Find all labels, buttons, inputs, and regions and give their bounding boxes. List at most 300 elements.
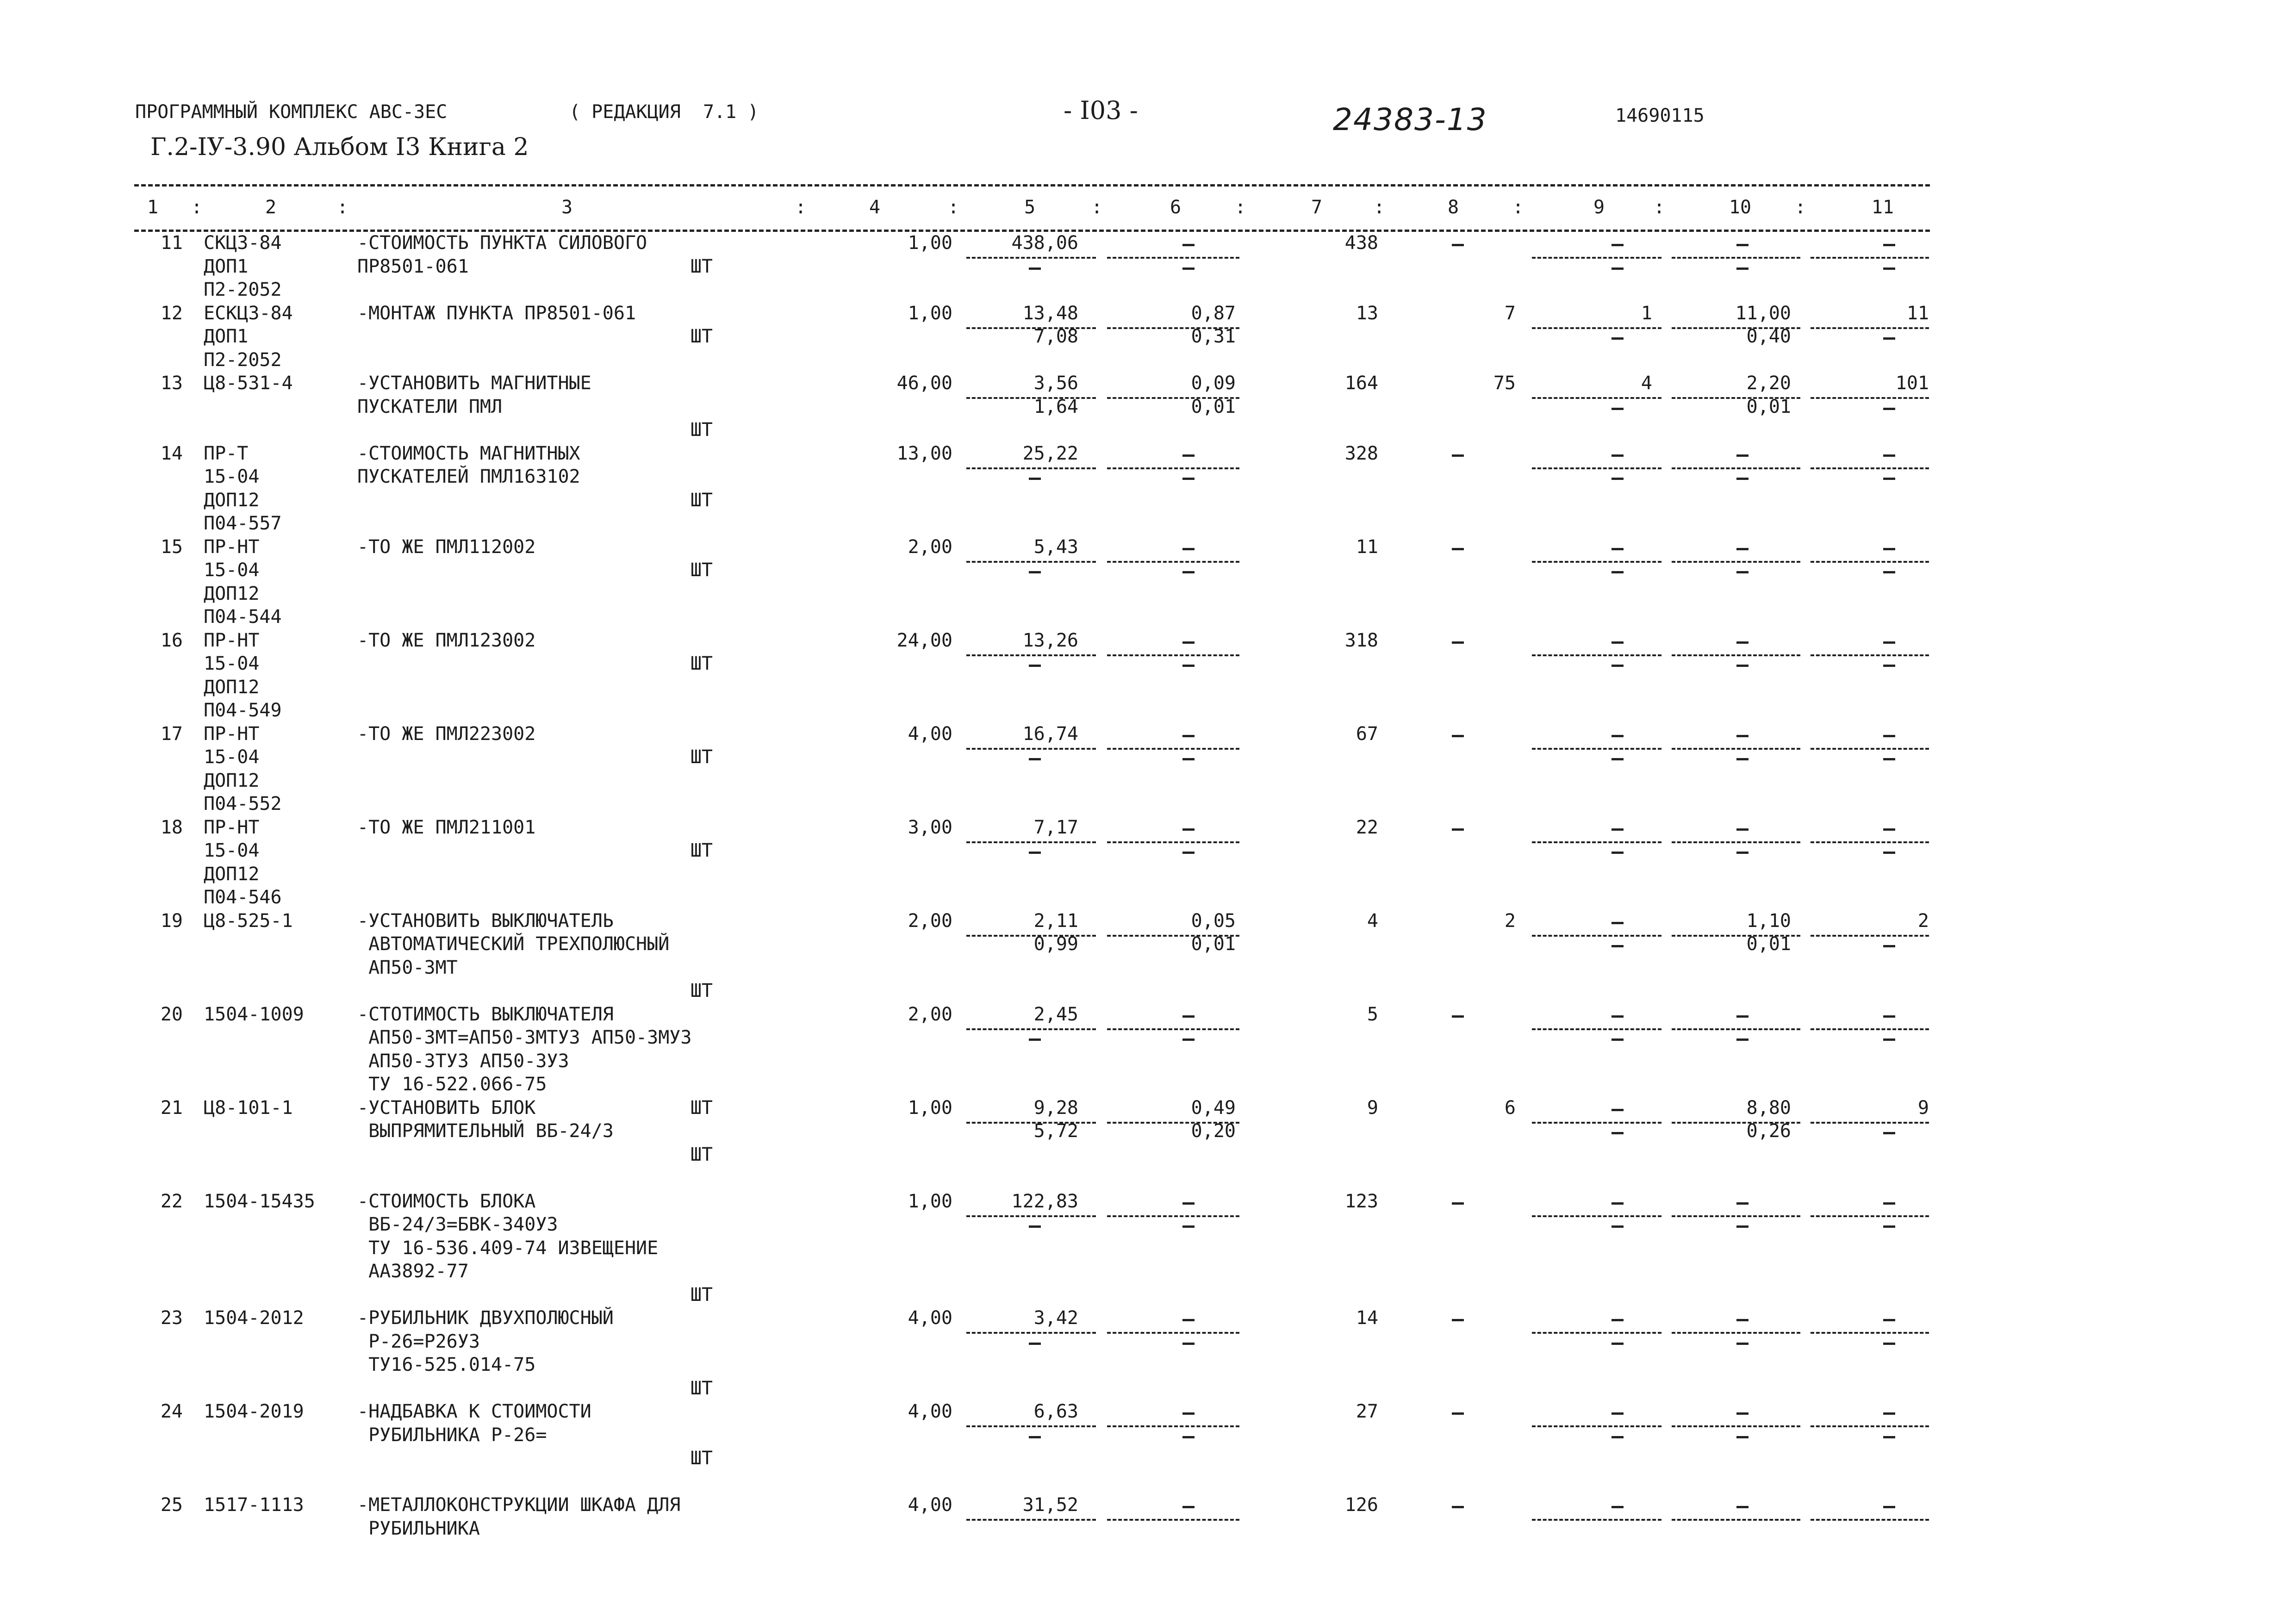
row-12-c11: 11	[1906, 302, 1929, 324]
row-23-c11b-dash	[1883, 1343, 1895, 1345]
row-14-sep-c5	[966, 467, 1096, 469]
row-21-code-0: Ц8-101-1	[204, 1097, 293, 1119]
row-25-sep-c6	[1107, 1519, 1239, 1521]
row-18-desc-0: -ТО ЖЕ ПМЛ211001	[357, 816, 536, 838]
row-18-c11b-dash	[1883, 852, 1895, 854]
row-14-sep-c9	[1532, 467, 1661, 469]
row-15-code-2: ДОП12	[204, 583, 260, 604]
row-25-c11-dash	[1883, 1506, 1895, 1508]
row-25-c9-dash	[1612, 1506, 1624, 1508]
row-24-sep-c11	[1811, 1425, 1929, 1427]
row-16-code-0: ПР-НТ	[204, 629, 260, 651]
row-21-c6b: 0,20	[1191, 1120, 1236, 1142]
row-12-c8: 7	[1504, 302, 1516, 324]
row-24-sep-c10	[1672, 1425, 1800, 1427]
column-header-11: 11	[1871, 197, 1894, 218]
row-16-c5: 13,26	[1022, 629, 1078, 651]
row-13-c9: 4	[1641, 373, 1652, 394]
row-18-code-2: ДОП12	[204, 863, 260, 885]
row-19-c9-dash	[1612, 922, 1624, 924]
row-21-c9-dash	[1612, 1109, 1624, 1111]
row-13-c4: 46,00	[896, 373, 952, 394]
row-22-c9-dash	[1612, 1202, 1624, 1205]
row-11-sep-c6	[1107, 257, 1239, 259]
row-22-sep-c5	[966, 1215, 1096, 1217]
row-20-sep-c10	[1672, 1028, 1800, 1030]
column-header-7: 7	[1311, 197, 1323, 218]
row-23-c5: 3,42	[1033, 1307, 1078, 1329]
row-25-code-0: 1517-1113	[204, 1494, 304, 1516]
row-20-sep-c5	[966, 1028, 1096, 1030]
row-12-c6: 0,87	[1191, 302, 1236, 324]
row-19-c10: 1,10	[1746, 910, 1791, 932]
row-11-sep-c10	[1672, 257, 1800, 259]
row-18-code-3: П04-546	[204, 887, 282, 908]
row-17-sep-c6	[1107, 748, 1239, 750]
row-20-c9-dash	[1612, 1015, 1624, 1018]
row-11-c8-dash	[1452, 244, 1464, 246]
row-16-unit: ШТ	[690, 653, 713, 674]
row-20-sep-c11	[1811, 1028, 1929, 1030]
row-23-c6-dash	[1182, 1319, 1195, 1321]
row-22-sep-c10	[1672, 1215, 1800, 1217]
row-14-id: 14	[160, 442, 183, 464]
row-17-code-1: 15-04	[204, 746, 260, 768]
row-16-c10b-dash	[1736, 665, 1748, 667]
row-19-desc-2: АП50-3МТ	[357, 957, 458, 978]
row-15-c7: 11	[1356, 536, 1378, 558]
row-11-desc-1: ПР8501-061	[357, 255, 469, 277]
row-18-code-1: 15-04	[204, 840, 260, 861]
row-13-c11b-dash	[1883, 408, 1895, 410]
edition-label: ( РЕДАКЦИЯ 7.1 )	[569, 101, 759, 123]
row-13-code-0: Ц8-531-4	[204, 373, 293, 394]
row-17-c11-dash	[1883, 735, 1895, 737]
row-18-code-0: ПР-НТ	[204, 816, 260, 838]
row-23-sep-c6	[1107, 1332, 1239, 1334]
row-23-c4: 4,00	[908, 1307, 952, 1329]
row-17-sep-c5	[966, 748, 1096, 750]
row-20-desc-0: -СТОТИМОСТЬ ВЫКЛЮЧАТЕЛЯ	[357, 1003, 614, 1025]
row-13-sep-c9	[1532, 397, 1661, 399]
row-18-id: 18	[160, 816, 183, 838]
row-19-c9b-dash	[1612, 945, 1624, 947]
row-18-sep-c5	[966, 841, 1096, 843]
row-24-c6b-dash	[1182, 1436, 1195, 1438]
row-16-c10-dash	[1736, 641, 1748, 644]
row-17-id: 17	[160, 723, 183, 745]
row-19-desc-0: -УСТАНОВИТЬ ВЫКЛЮЧАТЕЛЬ	[357, 910, 614, 932]
row-12-c6b: 0,31	[1191, 326, 1236, 347]
row-19-sep-c9	[1532, 935, 1661, 937]
row-25-sep-c10	[1672, 1519, 1800, 1521]
row-11-c5: 438,06	[1011, 232, 1078, 254]
row-23-desc-0: -РУБИЛЬНИК ДВУХПОЛЮСНЫЙ	[357, 1307, 614, 1329]
row-16-c8-dash	[1452, 641, 1464, 644]
row-19-id: 19	[160, 910, 183, 932]
row-23-c9-dash	[1612, 1319, 1624, 1321]
row-11-code-1: ДОП1	[204, 255, 249, 277]
row-11-code-0: СКЦ3-84	[204, 232, 282, 254]
row-23-c8-dash	[1452, 1319, 1464, 1321]
row-18-sep-c9	[1532, 841, 1661, 843]
row-12-id: 12	[160, 302, 183, 324]
column-separator-7: :	[1373, 197, 1385, 218]
row-22-c8-dash	[1452, 1202, 1464, 1205]
row-16-c11b-dash	[1883, 665, 1895, 667]
row-15-code-3: П04-544	[204, 606, 282, 628]
row-19-sep-c11	[1811, 935, 1929, 937]
row-20-desc-1: АП50-3МТ=АП50-3МТУ3 АП50-3МУ3	[357, 1027, 692, 1048]
row-17-c10b-dash	[1736, 758, 1748, 760]
row-14-sep-c10	[1672, 467, 1800, 469]
row-16-c9b-dash	[1612, 665, 1624, 667]
row-15-unit: ШТ	[690, 560, 713, 581]
row-17-c9-dash	[1612, 735, 1624, 737]
row-23-c6b-dash	[1182, 1343, 1195, 1345]
row-15-c10b-dash	[1736, 571, 1748, 573]
row-23-unit: ШТ	[690, 1377, 713, 1399]
row-22-c5b-dash	[1029, 1225, 1041, 1228]
row-13-c6: 0,09	[1191, 373, 1236, 394]
row-12-code-1: ДОП1	[204, 326, 249, 347]
row-17-c8-dash	[1452, 735, 1464, 737]
row-24-unit: ШТ	[690, 1448, 713, 1469]
row-12-sep-c9	[1532, 327, 1661, 329]
row-18-c6b-dash	[1182, 852, 1195, 854]
row-13-id: 13	[160, 373, 183, 394]
row-22-c6b-dash	[1182, 1225, 1195, 1228]
row-24-c5: 6,63	[1033, 1401, 1078, 1422]
row-20-sep-c9	[1532, 1028, 1661, 1030]
row-13-c5b: 1,64	[1033, 396, 1078, 417]
row-14-unit: ШТ	[690, 489, 713, 511]
row-11-sep-c5	[966, 257, 1096, 259]
column-separator-9: :	[1653, 197, 1665, 218]
row-21-c11b-dash	[1883, 1132, 1895, 1134]
row-18-sep-c10	[1672, 841, 1800, 843]
row-15-code-0: ПР-НТ	[204, 536, 260, 558]
row-21-c4: 1,00	[908, 1097, 952, 1119]
row-19-desc-1: АВТОМАТИЧЕСКИЙ ТРЕХПОЛЮСНЫЙ	[357, 933, 670, 955]
row-23-sep-c10	[1672, 1332, 1800, 1334]
row-20-desc-2: АП50-3ТУ3 АП50-3У3	[357, 1050, 569, 1072]
row-14-desc-1: ПУСКАТЕЛЕЙ ПМЛ163102	[357, 466, 580, 487]
row-12-c9b-dash	[1612, 337, 1624, 340]
row-24-c8-dash	[1452, 1412, 1464, 1415]
column-separator-2: :	[336, 197, 348, 218]
row-24-code-0: 1504-2019	[204, 1401, 304, 1422]
row-21-sep-c11	[1811, 1122, 1929, 1124]
row-21-c5: 9,28	[1033, 1097, 1078, 1119]
row-18-c6-dash	[1182, 828, 1195, 831]
row-20-c5: 2,45	[1033, 1003, 1078, 1025]
row-14-sep-c11	[1811, 467, 1929, 469]
column-separator-1: :	[191, 197, 203, 218]
column-header-4: 4	[869, 197, 881, 218]
row-24-c7: 27	[1356, 1401, 1378, 1422]
row-22-c6-dash	[1182, 1202, 1195, 1205]
row-17-c10-dash	[1736, 735, 1748, 737]
row-18-c8-dash	[1452, 828, 1464, 831]
page-number: - I03 -	[1064, 96, 1138, 125]
row-14-c5b-dash	[1029, 478, 1041, 480]
row-22-sep-c6	[1107, 1215, 1239, 1217]
row-13-c7: 164	[1344, 373, 1378, 394]
row-11-c11-dash	[1883, 244, 1895, 246]
row-15-c10-dash	[1736, 548, 1748, 550]
column-header-1: 1	[147, 197, 159, 218]
row-14-sep-c6	[1107, 467, 1239, 469]
row-19-code-0: Ц8-525-1	[204, 910, 293, 932]
row-19-c6b: 0,01	[1191, 933, 1236, 955]
row-24-c5b-dash	[1029, 1436, 1041, 1438]
row-17-code-3: П04-552	[204, 793, 282, 815]
row-25-sep-c11	[1811, 1519, 1929, 1521]
row-14-c9-dash	[1612, 454, 1624, 457]
row-13-unit: ШТ	[690, 419, 713, 441]
row-14-c10-dash	[1736, 454, 1748, 457]
row-16-sep-c9	[1532, 654, 1661, 656]
row-14-c9b-dash	[1612, 478, 1624, 480]
row-11-unit: ШТ	[690, 255, 713, 277]
row-19-c5: 2,11	[1033, 910, 1078, 932]
row-15-c11-dash	[1883, 548, 1895, 550]
row-24-c9b-dash	[1612, 1436, 1624, 1438]
row-20-c10b-dash	[1736, 1038, 1748, 1041]
row-16-c4: 24,00	[896, 629, 952, 651]
row-21-unit: ШТ	[690, 1144, 713, 1165]
row-18-c10b-dash	[1736, 852, 1748, 854]
row-14-desc-0: -СТОИМОСТЬ МАГНИТНЫХ	[357, 442, 580, 464]
column-header-3: 3	[561, 197, 573, 218]
row-13-c10: 2,20	[1746, 373, 1791, 394]
column-separator-6: :	[1234, 197, 1246, 218]
row-18-c9-dash	[1612, 828, 1624, 831]
row-17-c7: 67	[1356, 723, 1378, 745]
column-header-10: 10	[1729, 197, 1752, 218]
row-11-c9-dash	[1612, 244, 1624, 246]
row-17-code-0: ПР-НТ	[204, 723, 260, 745]
row-18-c7: 22	[1356, 816, 1378, 838]
row-17-c9b-dash	[1612, 758, 1624, 760]
row-21-c8: 6	[1504, 1097, 1516, 1119]
row-14-c7: 328	[1344, 442, 1378, 464]
row-21-c6: 0,49	[1191, 1097, 1236, 1119]
row-17-c5b-dash	[1029, 758, 1041, 760]
column-header-8: 8	[1447, 197, 1459, 218]
row-11-c6b-dash	[1182, 267, 1195, 270]
row-12-c4: 1,00	[908, 302, 952, 324]
row-19-unit: ШТ	[690, 980, 713, 1001]
row-15-sep-c10	[1672, 561, 1800, 563]
row-18-c9b-dash	[1612, 852, 1624, 854]
row-17-c11b-dash	[1883, 758, 1895, 760]
row-25-c4: 4,00	[908, 1494, 952, 1516]
row-11-sep-c11	[1811, 257, 1929, 259]
doc-number: 14690115	[1615, 105, 1705, 126]
row-13-c9b-dash	[1612, 408, 1624, 410]
row-17-sep-c10	[1672, 748, 1800, 750]
row-11-c10-dash	[1736, 244, 1748, 246]
row-14-c6-dash	[1182, 454, 1195, 457]
row-23-desc-1: Р-26=Р26У3	[357, 1331, 480, 1352]
row-14-c11-dash	[1883, 454, 1895, 457]
row-14-code-0: ПР-Т	[204, 442, 249, 464]
column-header-6: 6	[1170, 197, 1182, 218]
row-21-sep-c9	[1532, 1122, 1661, 1124]
row-17-desc-0: -ТО ЖЕ ПМЛ223002	[357, 723, 536, 745]
row-22-c11b-dash	[1883, 1225, 1895, 1228]
row-22-sep-c9	[1532, 1215, 1661, 1217]
row-11-sep-c9	[1532, 257, 1661, 259]
row-15-id: 15	[160, 536, 183, 558]
row-11-c10b-dash	[1736, 267, 1748, 270]
row-14-code-2: ДОП12	[204, 489, 260, 511]
row-24-c10-dash	[1736, 1412, 1748, 1415]
row-16-c6b-dash	[1182, 665, 1195, 667]
row-15-c9b-dash	[1612, 571, 1624, 573]
row-20-c4: 2,00	[908, 1003, 952, 1025]
row-22-desc-1: ВБ-24/3=БВК-340У3	[357, 1214, 558, 1235]
row-14-c6b-dash	[1182, 478, 1195, 480]
row-14-code-3: П04-557	[204, 513, 282, 534]
row-13-c8: 75	[1493, 373, 1516, 394]
row-23-id: 23	[160, 1307, 183, 1329]
row-24-sep-c9	[1532, 1425, 1661, 1427]
column-separator-10: :	[1794, 197, 1806, 218]
row-12-unit: ШТ	[690, 326, 713, 347]
row-22-unit: ШТ	[690, 1284, 713, 1306]
row-20-unit: ШТ	[690, 1097, 713, 1119]
row-15-sep-c11	[1811, 561, 1929, 563]
row-24-desc-1: РУБИЛЬНИКА Р-26=	[357, 1424, 547, 1446]
row-18-sep-c6	[1107, 841, 1239, 843]
column-header-5: 5	[1024, 197, 1036, 218]
row-11-c11b-dash	[1883, 267, 1895, 270]
row-12-c11b-dash	[1883, 337, 1895, 340]
row-16-sep-c6	[1107, 654, 1239, 656]
row-19-c7: 4	[1367, 910, 1378, 932]
row-21-c11: 9	[1917, 1097, 1929, 1119]
row-20-c10-dash	[1736, 1015, 1748, 1018]
row-14-c8-dash	[1452, 454, 1464, 457]
row-11-id: 11	[160, 232, 183, 254]
row-19-c6: 0,05	[1191, 910, 1236, 932]
row-20-c6b-dash	[1182, 1038, 1195, 1041]
row-19-c11: 2	[1917, 910, 1929, 932]
row-22-id: 22	[160, 1190, 183, 1212]
row-11-code-2: П2-2052	[204, 279, 282, 300]
row-18-c11-dash	[1883, 828, 1895, 831]
row-25-sep-c9	[1532, 1519, 1661, 1521]
row-25-desc-0: -МЕТАЛЛОКОНСТРУКЦИИ ШКАФА ДЛЯ	[357, 1494, 681, 1516]
row-21-c5b: 5,72	[1033, 1120, 1078, 1142]
row-19-c11b-dash	[1883, 945, 1895, 947]
row-12-c10b: 0,40	[1746, 326, 1791, 347]
row-24-c6-dash	[1182, 1412, 1195, 1415]
row-22-c5: 122,83	[1011, 1190, 1078, 1212]
row-16-id: 16	[160, 629, 183, 651]
row-22-desc-0: -СТОИМОСТЬ БЛОКА	[357, 1190, 536, 1212]
row-23-c9b-dash	[1612, 1343, 1624, 1345]
row-24-desc-0: -НАДБАВКА К СТОИМОСТИ	[357, 1401, 591, 1422]
row-14-code-1: 15-04	[204, 466, 260, 487]
row-24-c9-dash	[1612, 1412, 1624, 1415]
row-18-c4: 3,00	[908, 816, 952, 838]
row-16-c11-dash	[1883, 641, 1895, 644]
row-21-c7: 9	[1367, 1097, 1378, 1119]
row-20-sep-c6	[1107, 1028, 1239, 1030]
row-22-c10-dash	[1736, 1202, 1748, 1205]
row-21-desc-0: -УСТАНОВИТЬ БЛОК	[357, 1097, 536, 1119]
row-22-sep-c11	[1811, 1215, 1929, 1217]
row-12-c10: 11,00	[1735, 302, 1791, 324]
row-12-c7: 13	[1356, 302, 1378, 324]
row-15-c11b-dash	[1883, 571, 1895, 573]
row-23-code-0: 1504-2012	[204, 1307, 304, 1329]
row-11-c6-dash	[1182, 244, 1195, 246]
row-15-c4: 2,00	[908, 536, 952, 558]
column-separator-4: :	[947, 197, 959, 218]
row-13-c5: 3,56	[1033, 373, 1078, 394]
row-11-c9b-dash	[1612, 267, 1624, 270]
row-23-sep-c11	[1811, 1332, 1929, 1334]
row-11-desc-0: -СТОИМОСТЬ ПУНКТА СИЛОВОГО	[357, 232, 647, 254]
row-18-c5: 7,17	[1033, 816, 1078, 838]
row-19-c10b: 0,01	[1746, 933, 1791, 955]
row-25-c6-dash	[1182, 1506, 1195, 1508]
row-12-sep-c11	[1811, 327, 1929, 329]
row-20-desc-3: ТУ 16-522.066-75	[357, 1074, 547, 1095]
row-16-code-2: ДОП12	[204, 676, 260, 698]
row-17-unit: ШТ	[690, 746, 713, 768]
row-21-c10: 8,80	[1746, 1097, 1791, 1119]
row-20-c7: 5	[1367, 1003, 1378, 1025]
row-15-desc-0: -ТО ЖЕ ПМЛ112002	[357, 536, 536, 558]
row-16-c9-dash	[1612, 641, 1624, 644]
column-header-9: 9	[1593, 197, 1605, 218]
row-15-c6b-dash	[1182, 571, 1195, 573]
row-11-c7: 438	[1344, 232, 1378, 254]
row-23-c10b-dash	[1736, 1343, 1748, 1345]
row-17-c5: 16,74	[1022, 723, 1078, 745]
row-15-c8-dash	[1452, 548, 1464, 550]
row-23-c7: 14	[1356, 1307, 1378, 1329]
row-16-sep-c10	[1672, 654, 1800, 656]
row-22-c10b-dash	[1736, 1225, 1748, 1228]
row-21-desc-1: ВЫПРЯМИТЕЛЬНЫЙ ВБ-24/3	[357, 1120, 614, 1142]
row-15-c5b-dash	[1029, 571, 1041, 573]
row-20-c5b-dash	[1029, 1038, 1041, 1041]
row-16-sep-c11	[1811, 654, 1929, 656]
column-header-2: 2	[265, 197, 277, 218]
row-25-c7: 126	[1344, 1494, 1378, 1516]
row-25-c8-dash	[1452, 1506, 1464, 1508]
row-14-c5: 25,22	[1022, 442, 1078, 464]
row-16-c7: 318	[1344, 629, 1378, 651]
row-15-sep-c6	[1107, 561, 1239, 563]
row-21-id: 21	[160, 1097, 183, 1119]
row-16-desc-0: -ТО ЖЕ ПМЛ123002	[357, 629, 536, 651]
row-20-c11b-dash	[1883, 1038, 1895, 1041]
row-14-c11b-dash	[1883, 478, 1895, 480]
row-20-c9b-dash	[1612, 1038, 1624, 1041]
row-22-desc-3: АА3892-77	[357, 1261, 469, 1282]
row-15-c6-dash	[1182, 548, 1195, 550]
row-15-c5: 5,43	[1033, 536, 1078, 558]
row-20-code-0: 1504-1009	[204, 1003, 304, 1025]
